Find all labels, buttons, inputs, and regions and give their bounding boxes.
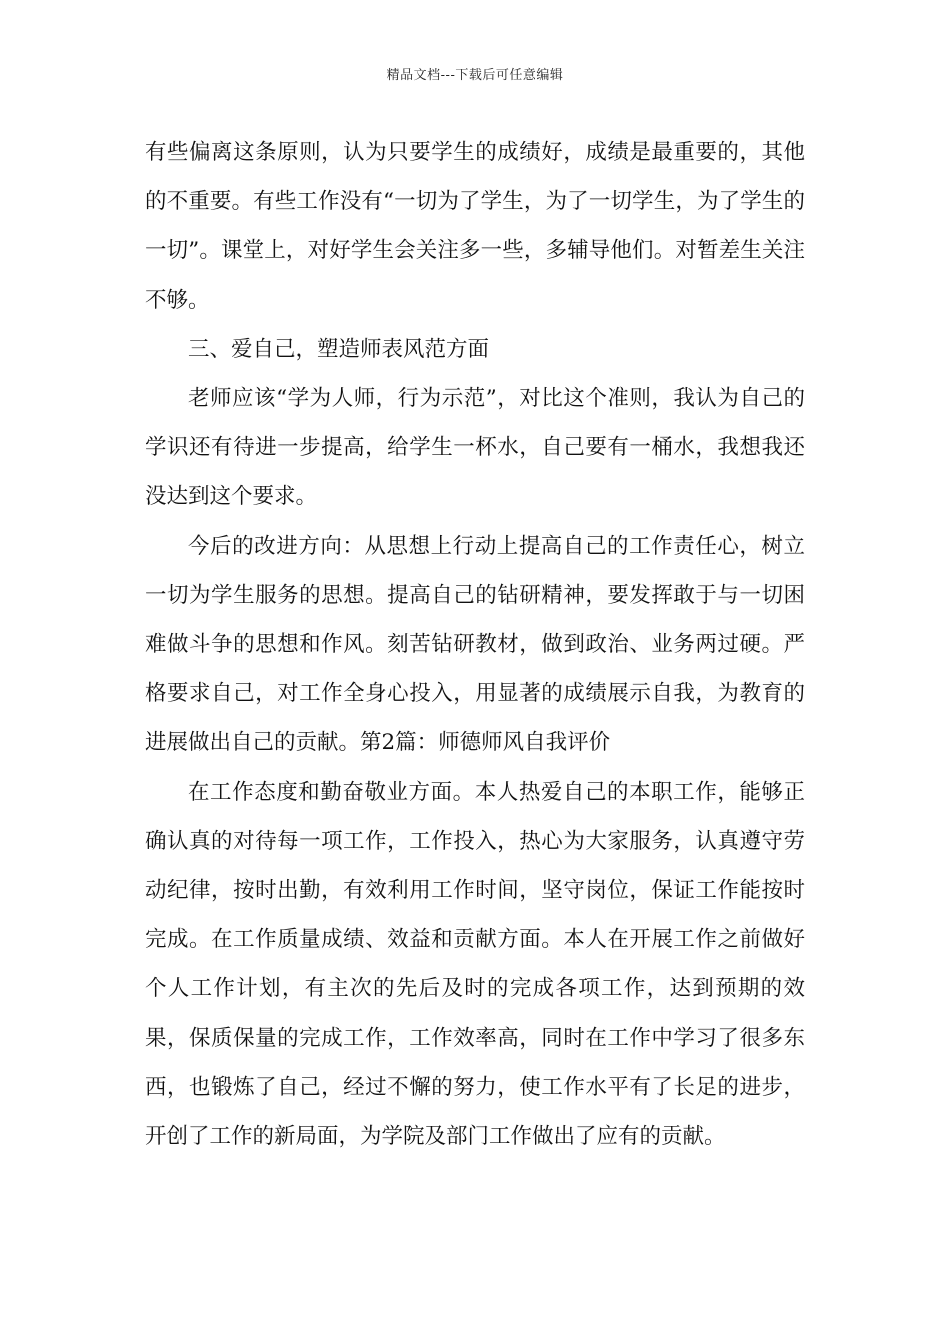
paragraph-teacher-standard: 老师应该“学为人师，行为示范”，对比这个准则，我认为自己的学识还有待进一步提高，给学生一杯水，自己要有一桶水，我想我还没达到这个要求。 [145, 386, 805, 510]
page-header: 精品文档---下载后可任意编辑 [386, 68, 564, 83]
paragraph-improvement-direction: 今后的改进方向：从思想上行动上提高自己的工作责任心，树立一切为学生服务的思想。提高自己的钻研精神，要发挥敢于与一切困难做斗争的思想和作风。刻苦钻研教材，做到政治、业务两过硬。严格要求自己，对工作全身心投入，用显著的成绩展示自我，为教育的进展做出自己的贡献。第2篇：师德师风自我评价 [145, 533, 805, 756]
paragraph-work-attitude: 在工作态度和勤奋敬业方面。本人热爱自己的本职工作，能够正确认真的对待每一项工作，工作投入，热心为大家服务，认真遵守劳动纪律，按时出勤，有效利用工作时间，坚守岗位，保证工作能按时完成。在工作质量成绩、效益和贡献方面。本人在开展工作之前做好个人工作计划，有主次的先后及时的完成各项工作，达到预期的效果，保质保量的完成工作，工作效率高，同时在工作中学习了很多东西，也锻炼了自己，经过不懈的努力，使工作水平有了长足的进步，开创了工作的新局面，为学院及部门工作做出了应有的贡献。 [145, 779, 805, 1150]
paragraph-continuation: 有些偏离这条原则，认为只要学生的成绩好，成绩是最重要的，其他的不重要。有些工作没有“一切为了学生，为了一切学生，为了学生的一切”。课堂上，对好学生会关注多一些，多辅导他们。对暂差生关注不够。 [145, 140, 805, 313]
document-body [145, 128, 805, 1161]
section-heading-three: 三、爱自己，塑造师表风范方面 [188, 336, 490, 362]
